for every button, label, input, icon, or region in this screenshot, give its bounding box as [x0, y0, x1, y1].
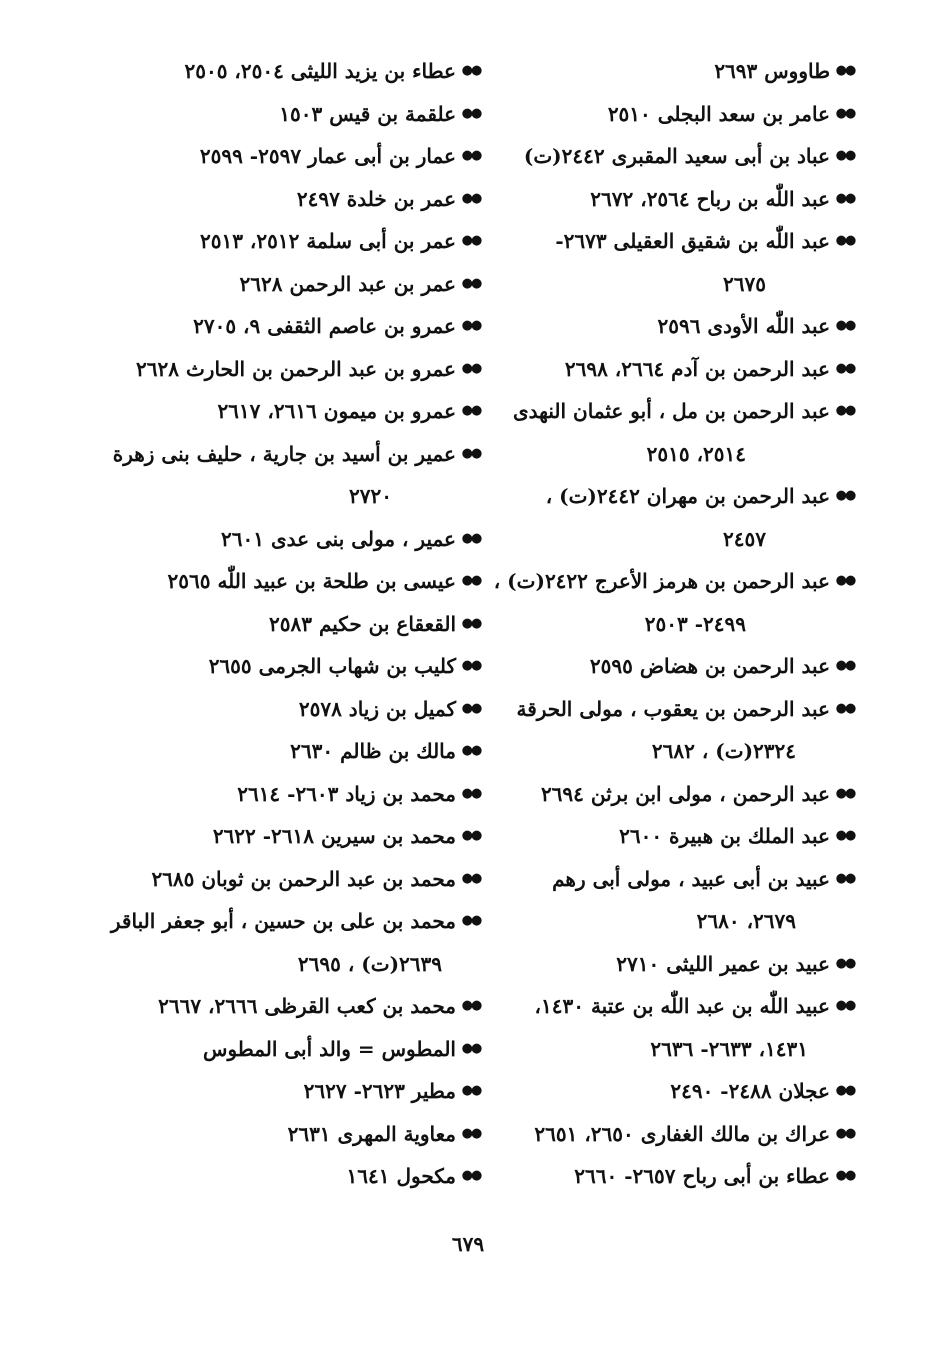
bullet-icon: ●●	[835, 658, 855, 673]
bullet-icon: ●●	[461, 318, 481, 333]
index-entry	[130, 518, 482, 561]
entry-text: مكحول ١٦٤١	[346, 1164, 456, 1188]
entry-text: علقمة بن قيس ١٥٠٣	[279, 101, 456, 126]
index-entry	[130, 560, 482, 603]
entry-text: محمد بن زياد ٢٦٠٣- ٢٦١٤	[237, 781, 456, 806]
index-entry	[510, 93, 856, 136]
entry-text: عمير بن أسيد بن جارية ، حليف بنى زهرة	[112, 441, 456, 466]
index-entry	[510, 475, 856, 518]
index-entry	[130, 985, 482, 1028]
bullet-icon: ●●	[461, 403, 481, 418]
bullet-icon: ●●	[461, 1040, 481, 1056]
left-column	[110, 50, 482, 1198]
index-entry	[130, 390, 482, 433]
entry-text: عبد اللّٰه بن رباح ٢٥٦٤، ٢٦٧٢	[590, 186, 830, 211]
index-entry	[110, 900, 482, 943]
entry-text: عبيد بن عمير الليثى ٢٧١٠	[616, 951, 830, 976]
entry-text: المطوس = والد أبى المطوس	[203, 1036, 456, 1061]
entry-text: كميل بن زياد ٢٥٧٨	[298, 696, 456, 721]
entry-text: كليب بن شهاب الجرمى ٢٦٥٥	[208, 654, 456, 678]
index-entry	[510, 688, 856, 731]
index-entry	[130, 1070, 482, 1113]
index-entry	[510, 773, 856, 816]
entry-text: عبد الرحمن بن هرمز الأعرج ٢٤٢٢(ت) ،	[493, 569, 830, 593]
bullet-icon: ●●	[835, 190, 855, 206]
bullet-icon: ●●	[835, 403, 855, 418]
index-entry	[510, 1155, 856, 1198]
index-entry	[510, 943, 856, 986]
bullet-icon: ●●	[461, 530, 481, 546]
bullet-icon: ●●	[835, 148, 855, 163]
bullet-icon: ●●	[835, 998, 855, 1013]
entry-text: عمر بن عبد الرحمن ٢٦٢٨	[239, 271, 456, 296]
bullet-icon: ●●	[461, 63, 481, 78]
index-entry	[130, 815, 482, 858]
bullet-icon: ●●	[835, 488, 855, 503]
index-entry	[510, 135, 856, 178]
entry-text: عبد الرحمن بن يعقوب ، مولى الحرقة	[516, 696, 830, 721]
bullet-icon: ●●	[835, 1083, 855, 1098]
entry-text: عبد الرحمن بن آدم ٢٦٦٤، ٢٦٩٨	[564, 356, 830, 381]
index-entry	[130, 50, 482, 93]
index-entry	[130, 220, 482, 263]
index-entry	[130, 603, 482, 646]
entry-text: محمد بن عبد الرحمن بن ثوبان ٢٦٨٥	[151, 866, 456, 891]
index-entry	[510, 858, 856, 901]
bullet-icon: ●●	[835, 318, 855, 333]
bullet-icon: ●●	[835, 955, 855, 971]
bullet-icon: ●●	[461, 615, 481, 631]
right-column	[493, 50, 856, 1198]
bullet-icon: ●●	[461, 828, 481, 843]
entry-continuation: ٢٤٥٧	[723, 526, 766, 551]
entry-text: محمد بن سيرين ٢٦١٨- ٢٦٢٢	[212, 824, 456, 848]
bullet-icon: ●●	[461, 233, 481, 248]
bullet-icon: ●●	[461, 998, 481, 1013]
bullet-icon: ●●	[461, 658, 481, 673]
bullet-icon: ●●	[461, 870, 481, 886]
index-entry	[510, 985, 856, 1028]
bullet-icon: ●●	[835, 63, 855, 78]
entry-continuation: ٢٦٧٥	[723, 271, 766, 296]
entry-text: عجلان ٢٤٨٨- ٢٤٩٠	[670, 1079, 830, 1103]
index-entry	[510, 1113, 856, 1156]
index-entry	[510, 348, 856, 391]
bullet-icon: ●●	[835, 1168, 855, 1183]
entry-text: عبد الملك بن هبيرة ٢٦٠٠	[619, 824, 830, 848]
entry-text: عبد اللّٰه الأودى ٢٥٩٦	[657, 314, 830, 338]
entry-text: القعقاع بن حكيم ٢٥٨٣	[269, 611, 456, 636]
index-entry	[510, 178, 856, 221]
index-entry	[130, 93, 482, 136]
bullet-icon: ●●	[461, 700, 481, 716]
bullet-icon: ●●	[461, 1168, 481, 1183]
bullet-icon: ●●	[461, 1125, 481, 1141]
index-entry	[130, 348, 482, 391]
entry-text: عبد الرحمن بن هضاض ٢٥٩٥	[589, 654, 830, 678]
entry-text: عبد الرحمن بن مل ، أبو عثمان النهدى	[513, 399, 830, 423]
entry-text: محمد بن كعب القرظى ٢٦٦٦، ٢٦٦٧	[158, 994, 456, 1018]
bullet-icon: ●●	[461, 743, 481, 758]
bullet-icon: ●●	[461, 1083, 481, 1098]
entry-continuation: ٢٦٣٩(ت) ، ٢٦٩٥	[297, 951, 442, 976]
bullet-icon: ●●	[461, 445, 481, 461]
index-entry	[510, 50, 856, 93]
entry-text: عبيد بن أبى عبيد ، مولى أبى رهم	[552, 866, 830, 891]
entry-text: عبد اللّٰه بن شقيق العقيلى ٢٦٧٣-	[555, 229, 830, 253]
index-entry	[130, 263, 482, 306]
bullet-icon: ●●	[835, 233, 855, 248]
entry-continuation: ٢٤٩٩- ٢٥٠٣	[644, 611, 746, 636]
index-entry	[510, 220, 856, 263]
bullet-icon: ●●	[461, 360, 481, 376]
entry-text: عمرو بن عبد الرحمن بن الحارث ٢٦٢٨	[136, 356, 456, 381]
bullet-icon: ●●	[835, 1125, 855, 1141]
entry-text: عباد بن أبى سعيد المقبرى ٢٤٤٢(ت)	[523, 144, 830, 168]
index-entry	[112, 433, 482, 476]
bullet-icon: ●●	[461, 190, 481, 206]
bullet-icon: ●●	[461, 785, 481, 801]
bullet-icon: ●●	[461, 573, 481, 588]
bullet-icon: ●●	[835, 573, 855, 588]
index-entry	[130, 1113, 482, 1156]
entry-text: عمير ، مولى بنى عدى ٢٦٠١	[221, 526, 456, 551]
entry-text: عمار بن أبى عمار ٢٥٩٧- ٢٥٩٩	[199, 144, 456, 168]
entry-text: عبد الرحمن بن مهران ٢٤٤٢(ت) ،	[545, 484, 830, 508]
entry-text: عطاء بن يزيد الليثى ٢٥٠٤، ٢٥٠٥	[184, 59, 456, 83]
entry-text: مطير ٢٦٢٣- ٢٦٢٧	[303, 1079, 456, 1103]
entry-text: عيسى بن طلحة بن عبيد اللّٰه ٢٥٦٥	[167, 569, 456, 593]
entry-continuation: ١٤٣١، ٢٦٣٣- ٢٦٣٦	[650, 1036, 808, 1061]
bullet-icon: ●●	[835, 105, 855, 121]
entry-text: معاوية المهرى ٢٦٣١	[287, 1121, 456, 1146]
page-number: ٦٧٩	[451, 1232, 485, 1256]
index-entry	[130, 645, 482, 688]
entry-text: محمد بن على بن حسين ، أبو جعفر الباقر	[110, 909, 456, 933]
index-entry	[130, 858, 482, 901]
entry-text: طاووس ٢٦٩٣	[714, 59, 830, 83]
index-entry	[510, 815, 856, 858]
bullet-icon: ●●	[461, 148, 481, 163]
index-entry	[493, 560, 856, 603]
bullet-icon: ●●	[461, 105, 481, 121]
entry-text: عمر بن خلدة ٢٤٩٧	[296, 186, 456, 211]
index-entry	[130, 773, 482, 816]
index-entry	[130, 135, 482, 178]
entry-continuation: ٢٦٧٩، ٢٦٨٠	[696, 909, 796, 933]
index-entry	[130, 1155, 482, 1198]
index-entry	[510, 1070, 856, 1113]
index-entry	[130, 305, 482, 348]
bullet-icon: ●●	[461, 913, 481, 928]
entry-text: عبيد اللّٰه بن عبد اللّٰه بن عتبة ١٤٣٠،	[534, 994, 830, 1018]
index-entry	[130, 688, 482, 731]
entry-text: عمرو بن ميمون ٢٦١٦، ٢٦١٧	[217, 399, 456, 423]
index-entry	[130, 730, 482, 773]
entry-text: عامر بن سعد البجلى ٢٥١٠	[607, 101, 830, 126]
entry-text: عطاء بن أبى رباح ٢٦٥٧- ٢٦٦٠	[574, 1164, 830, 1188]
bullet-icon: ●●	[461, 275, 481, 291]
bullet-icon: ●●	[835, 828, 855, 843]
index-entry	[510, 305, 856, 348]
bullet-icon: ●●	[835, 360, 855, 376]
index-entry	[130, 1028, 482, 1071]
entry-continuation: ٢٥١٤، ٢٥١٥	[646, 441, 746, 466]
bullet-icon: ●●	[835, 785, 855, 801]
bullet-icon: ●●	[835, 870, 855, 886]
entry-text: مالك بن ظالم ٢٦٣٠	[290, 739, 456, 763]
entry-text: عمر بن أبى سلمة ٢٥١٢، ٢٥١٣	[200, 229, 456, 253]
entry-text: عبد الرحمن ، مولى ابن برثن ٢٦٩٤	[540, 781, 830, 806]
entry-continuation: ٢٣٢٤(ت) ، ٢٦٨٢	[651, 739, 796, 763]
index-entry	[130, 178, 482, 221]
bullet-icon: ●●	[835, 700, 855, 716]
index-entry	[510, 645, 856, 688]
index-entry	[510, 390, 856, 433]
entry-text: عراك بن مالك الغفارى ٢٦٥٠، ٢٦٥١	[534, 1121, 830, 1146]
entry-text: عمرو بن عاصم الثقفى ٩، ٢٧٠٥	[193, 314, 456, 338]
entry-continuation: ٢٧٢٠	[349, 484, 392, 508]
